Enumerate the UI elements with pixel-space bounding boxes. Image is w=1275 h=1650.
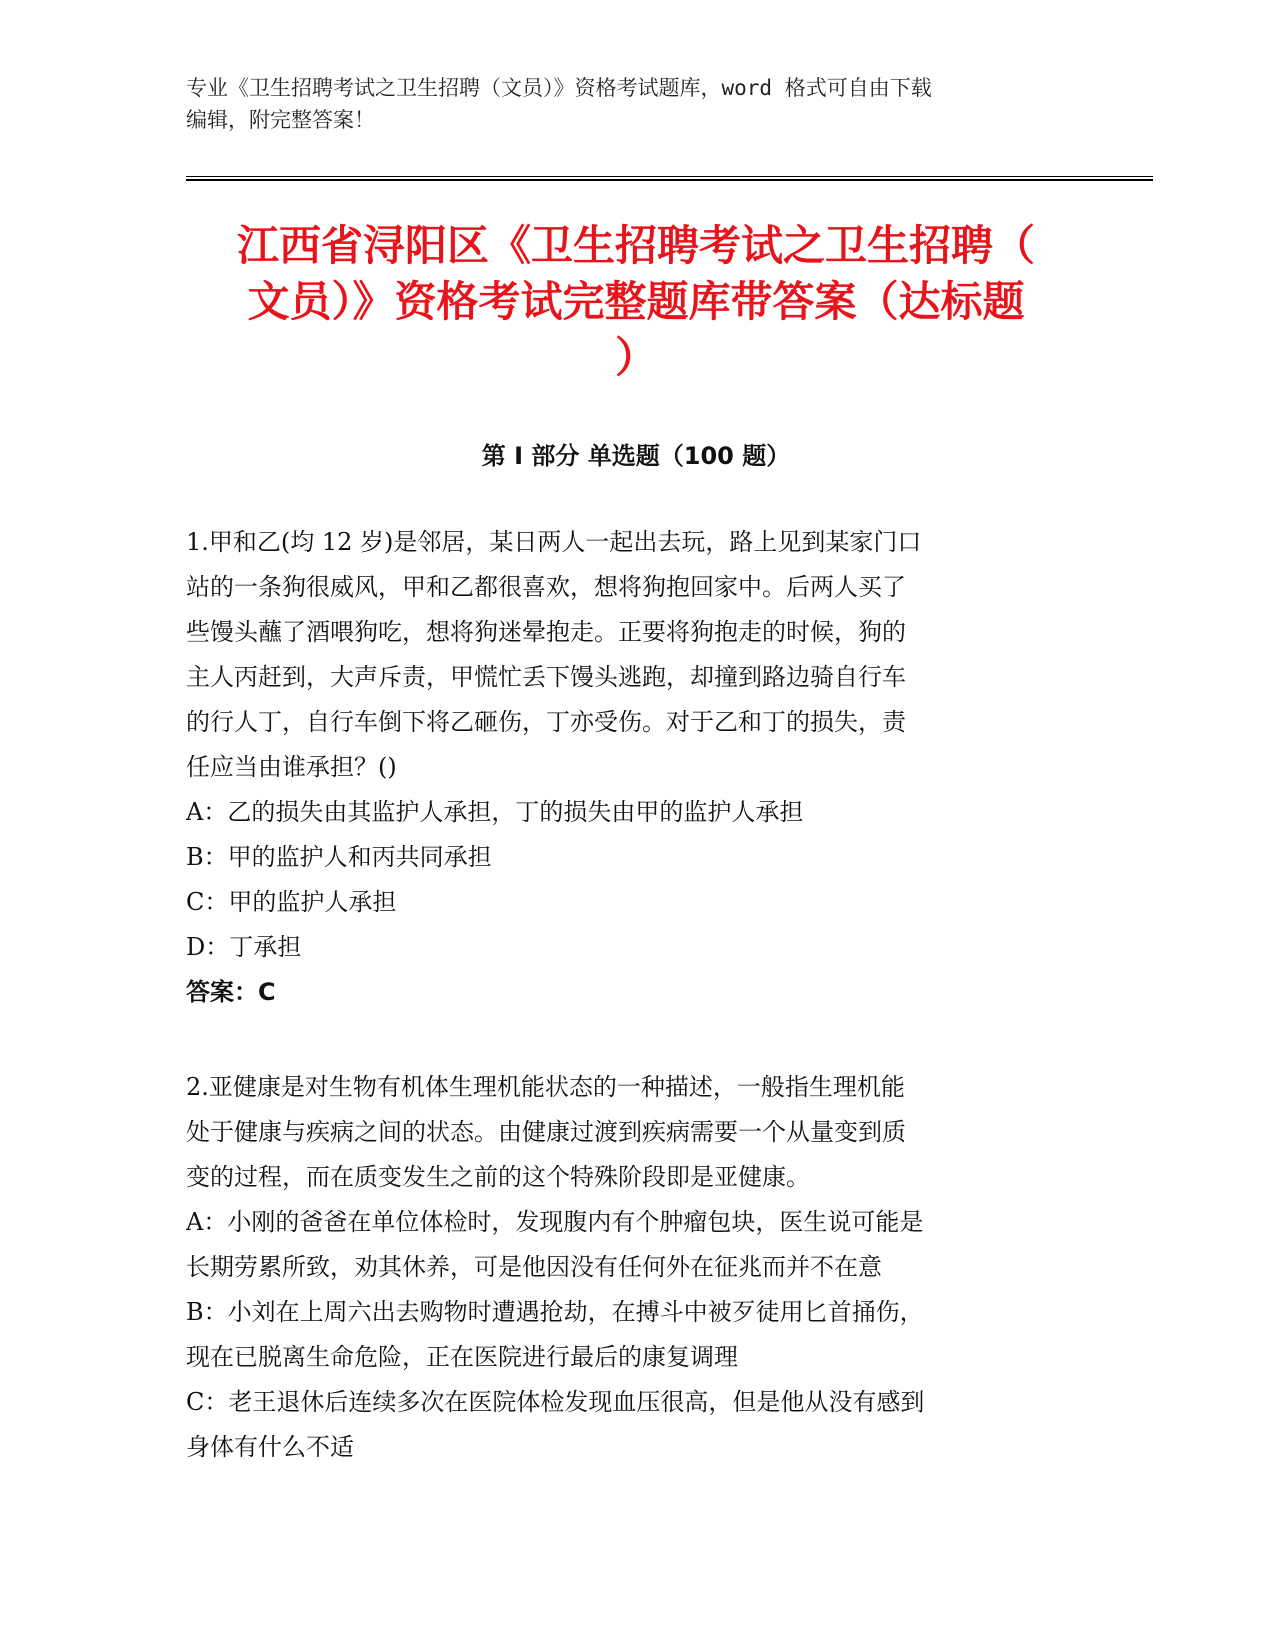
header-note-line: 专业《卫生招聘考试之卫生招聘（文员）》资格考试题库，word 格式可自由下载 (186, 76, 932, 100)
question-stem-line: 些馒头蘸了酒喂狗吃，想将狗迷晕抱走。正要将狗抱走的时候，狗的 (186, 618, 906, 646)
question-stem-line: 处于健康与疾病之间的状态。由健康过渡到疾病需要一个从量变到质 (186, 1118, 906, 1146)
option-b: B：甲的监护人和丙共同承担 (186, 843, 492, 871)
option-b: B：小刘在上周六出去购物时遭遇抢劫，在搏斗中被歹徒用匕首捅伤， (186, 1298, 924, 1326)
question-1 (186, 520, 1066, 1015)
option-c: C：甲的监护人承担 (186, 888, 397, 916)
header-divider (186, 176, 1153, 181)
header-note (186, 72, 1066, 136)
answer-line: 答案：C (186, 978, 276, 1006)
option-d: D：丁承担 (186, 933, 302, 961)
question-stem-line: 变的过程，而在质变发生之前的这个特殊阶段即是亚健康。 (186, 1163, 810, 1191)
question-stem-line: 任应当由谁承担？() (186, 753, 397, 781)
option-b-continued: 现在已脱离生命危险，正在医院进行最后的康复调理 (186, 1343, 738, 1371)
option-c-continued: 身体有什么不适 (186, 1433, 354, 1461)
option-a: A：乙的损失由其监护人承担，丁的损失由甲的监护人承担 (186, 798, 804, 826)
question-stem-line: 的行人丁，自行车倒下将乙砸伤，丁亦受伤。对于乙和丁的损失，责 (186, 708, 906, 736)
document-title-line: 江西省浔阳区《卫生招聘考试之卫生招聘（ (236, 221, 1035, 270)
document-title-line: ） (614, 333, 657, 382)
document-title (186, 218, 1086, 386)
question-2 (186, 1065, 1066, 1470)
question-stem-line: 主人丙赶到，大声斥责，甲慌忙丢下馒头逃跑，却撞到路边骑自行车 (186, 663, 906, 691)
document-title-line: 文员）》资格考试完整题库带答案（达标题 (247, 277, 1025, 326)
option-a-continued: 长期劳累所致，劝其休养，可是他因没有任何外在征兆而并不在意 (186, 1253, 882, 1281)
question-stem-line: 2.亚健康是对生物有机体生理机能状态的一种描述，一般指生理机能 (186, 1073, 905, 1101)
question-stem-line: 站的一条狗很威风，甲和乙都很喜欢，想将狗抱回家中。后两人买了 (186, 573, 906, 601)
header-note-line: 编辑，附完整答案！ (186, 108, 375, 132)
option-a: A：小刚的爸爸在单位体检时，发现腹内有个肿瘤包块，医生说可能是 (186, 1208, 924, 1236)
section-heading: 第 I 部分 单选题（100 题） (481, 442, 791, 470)
question-stem-line: 1.甲和乙(均 12 岁)是邻居，某日两人一起出去玩，路上见到某家门口 (186, 528, 922, 556)
option-c: C：老王退休后连续多次在医院体检发现血压很高，但是他从没有感到 (186, 1388, 925, 1416)
